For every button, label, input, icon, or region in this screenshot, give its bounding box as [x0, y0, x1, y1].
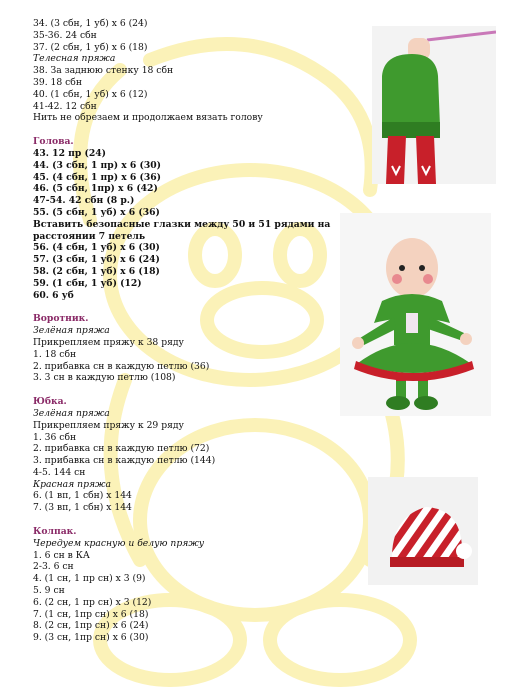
pattern-line: 34. (3 сбн, 1 уб) х 6 (24) [33, 18, 148, 29]
pattern-line: расстоянии 7 петель [33, 230, 146, 242]
pattern-line: Прикрепляем пряжу к 38 ряду [33, 336, 184, 348]
pattern-line: 35-36. 24 сбн [33, 29, 97, 41]
pattern-line: Чередуем красную и белую пряжу [33, 537, 205, 549]
pattern-line: 55. (5 сбн, 1 уб) х 6 (36) [33, 206, 160, 218]
doll-full-photo [340, 213, 491, 416]
pattern-line: 43. 12 пр (24) [33, 147, 106, 159]
pattern-line: Телесная пряжа [33, 53, 116, 65]
pattern-line: 8. (2 сн, 1пр сн) х 6 (24) [33, 620, 149, 632]
pattern-line: 1. 6 сн в КА [33, 549, 90, 561]
pattern-line: 7. (3 вп, 1 сбн) х 144 [33, 502, 132, 514]
pattern-line: 38. За заднюю стенку 18 сбн [33, 65, 174, 77]
pattern-line: Прикрепляем пряжу к 29 ряду [33, 419, 184, 431]
pattern-line: 7. (1 сн, 1пр сн) х 6 (18) [33, 608, 149, 620]
pattern-line: 37. (2 сбн, 1 уб) х 6 (18) [33, 41, 148, 53]
pattern-line: 46. (5 сбн, 1пр) х 6 (42) [33, 183, 158, 195]
section-heading: Воротник. [33, 313, 89, 325]
pattern-line: 4-5. 144 сн [33, 466, 86, 478]
pattern-line: 39. 18 сбн [33, 76, 82, 88]
section-heading: Голова. [33, 136, 74, 148]
doll-body-photo [372, 26, 496, 184]
pattern-line: Вставить безопасные глазки между 50 и 51 рядами на [33, 218, 331, 230]
pattern-line: 47-54. 42 сбн (8 р.) [33, 195, 135, 207]
pattern-line: 6. (2 сн, 1 пр сн) х 3 (12) [33, 596, 152, 608]
pre-section [33, 18, 333, 124]
pattern-line: Зелёная пряжа [33, 407, 110, 419]
pattern-line: 2. прибавка сн в каждую петлю (36) [33, 360, 210, 372]
section-heading: Юбка. [33, 396, 67, 408]
pattern-line: Зелёная пряжа [33, 325, 110, 337]
pattern-line: 2. прибавка сн в каждую петлю (72) [33, 443, 210, 455]
hat-photo [368, 477, 478, 585]
pattern-line: 44. (3 сбн, 1 пр) х 6 (30) [33, 159, 161, 171]
pattern-line: 57. (3 сбн, 1 уб) х 6 (24) [33, 254, 160, 266]
pattern-line: 56. (4 сбн, 1 уб) х 6 (30) [33, 242, 160, 254]
pattern-line: 3. 3 сн в каждую петлю (108) [33, 372, 176, 384]
pattern-line: 9. (3 сн, 1пр сн) х 6 (30) [33, 632, 149, 644]
pattern-line: Красная пряжа [33, 478, 111, 490]
pattern-line: Нить не обрезаем и продолжаем вязать голову [33, 112, 263, 124]
pattern-line: 2-3. 6 сн [33, 561, 74, 573]
pattern-line: 41-42. 12 сбн [33, 100, 97, 112]
pattern-line: 3. прибавка сн в каждую петлю (144) [33, 455, 216, 467]
pattern-line: 59. (1 сбн, 1 уб) (12) [33, 277, 142, 289]
pattern-line: 45. (4 сбн, 1 пр) х 6 (36) [33, 171, 161, 183]
pattern-line: 4. (1 сн, 1 пр сн) х 3 (9) [33, 573, 146, 585]
pattern-line: 1. 18 сбн [33, 348, 77, 360]
sections-container [33, 136, 333, 644]
pattern-section [33, 313, 333, 384]
pattern-line: 40. (1 сбн, 1 уб) х 6 (12) [33, 88, 148, 100]
pattern-text-column [33, 18, 333, 644]
pattern-section [33, 136, 333, 301]
section-heading: Колпак. [33, 526, 77, 538]
pattern-line: 58. (2 сбн, 1 уб) х 6 (18) [33, 265, 160, 277]
pattern-section [33, 526, 333, 644]
pattern-line: 60. 6 уб [33, 289, 74, 301]
pattern-line: 1. 36 сбн [33, 431, 77, 443]
pattern-section [33, 396, 333, 514]
pattern-line: 6. (1 вп, 1 сбн) х 144 [33, 490, 132, 502]
pattern-line: 5. 9 сн [33, 585, 65, 597]
